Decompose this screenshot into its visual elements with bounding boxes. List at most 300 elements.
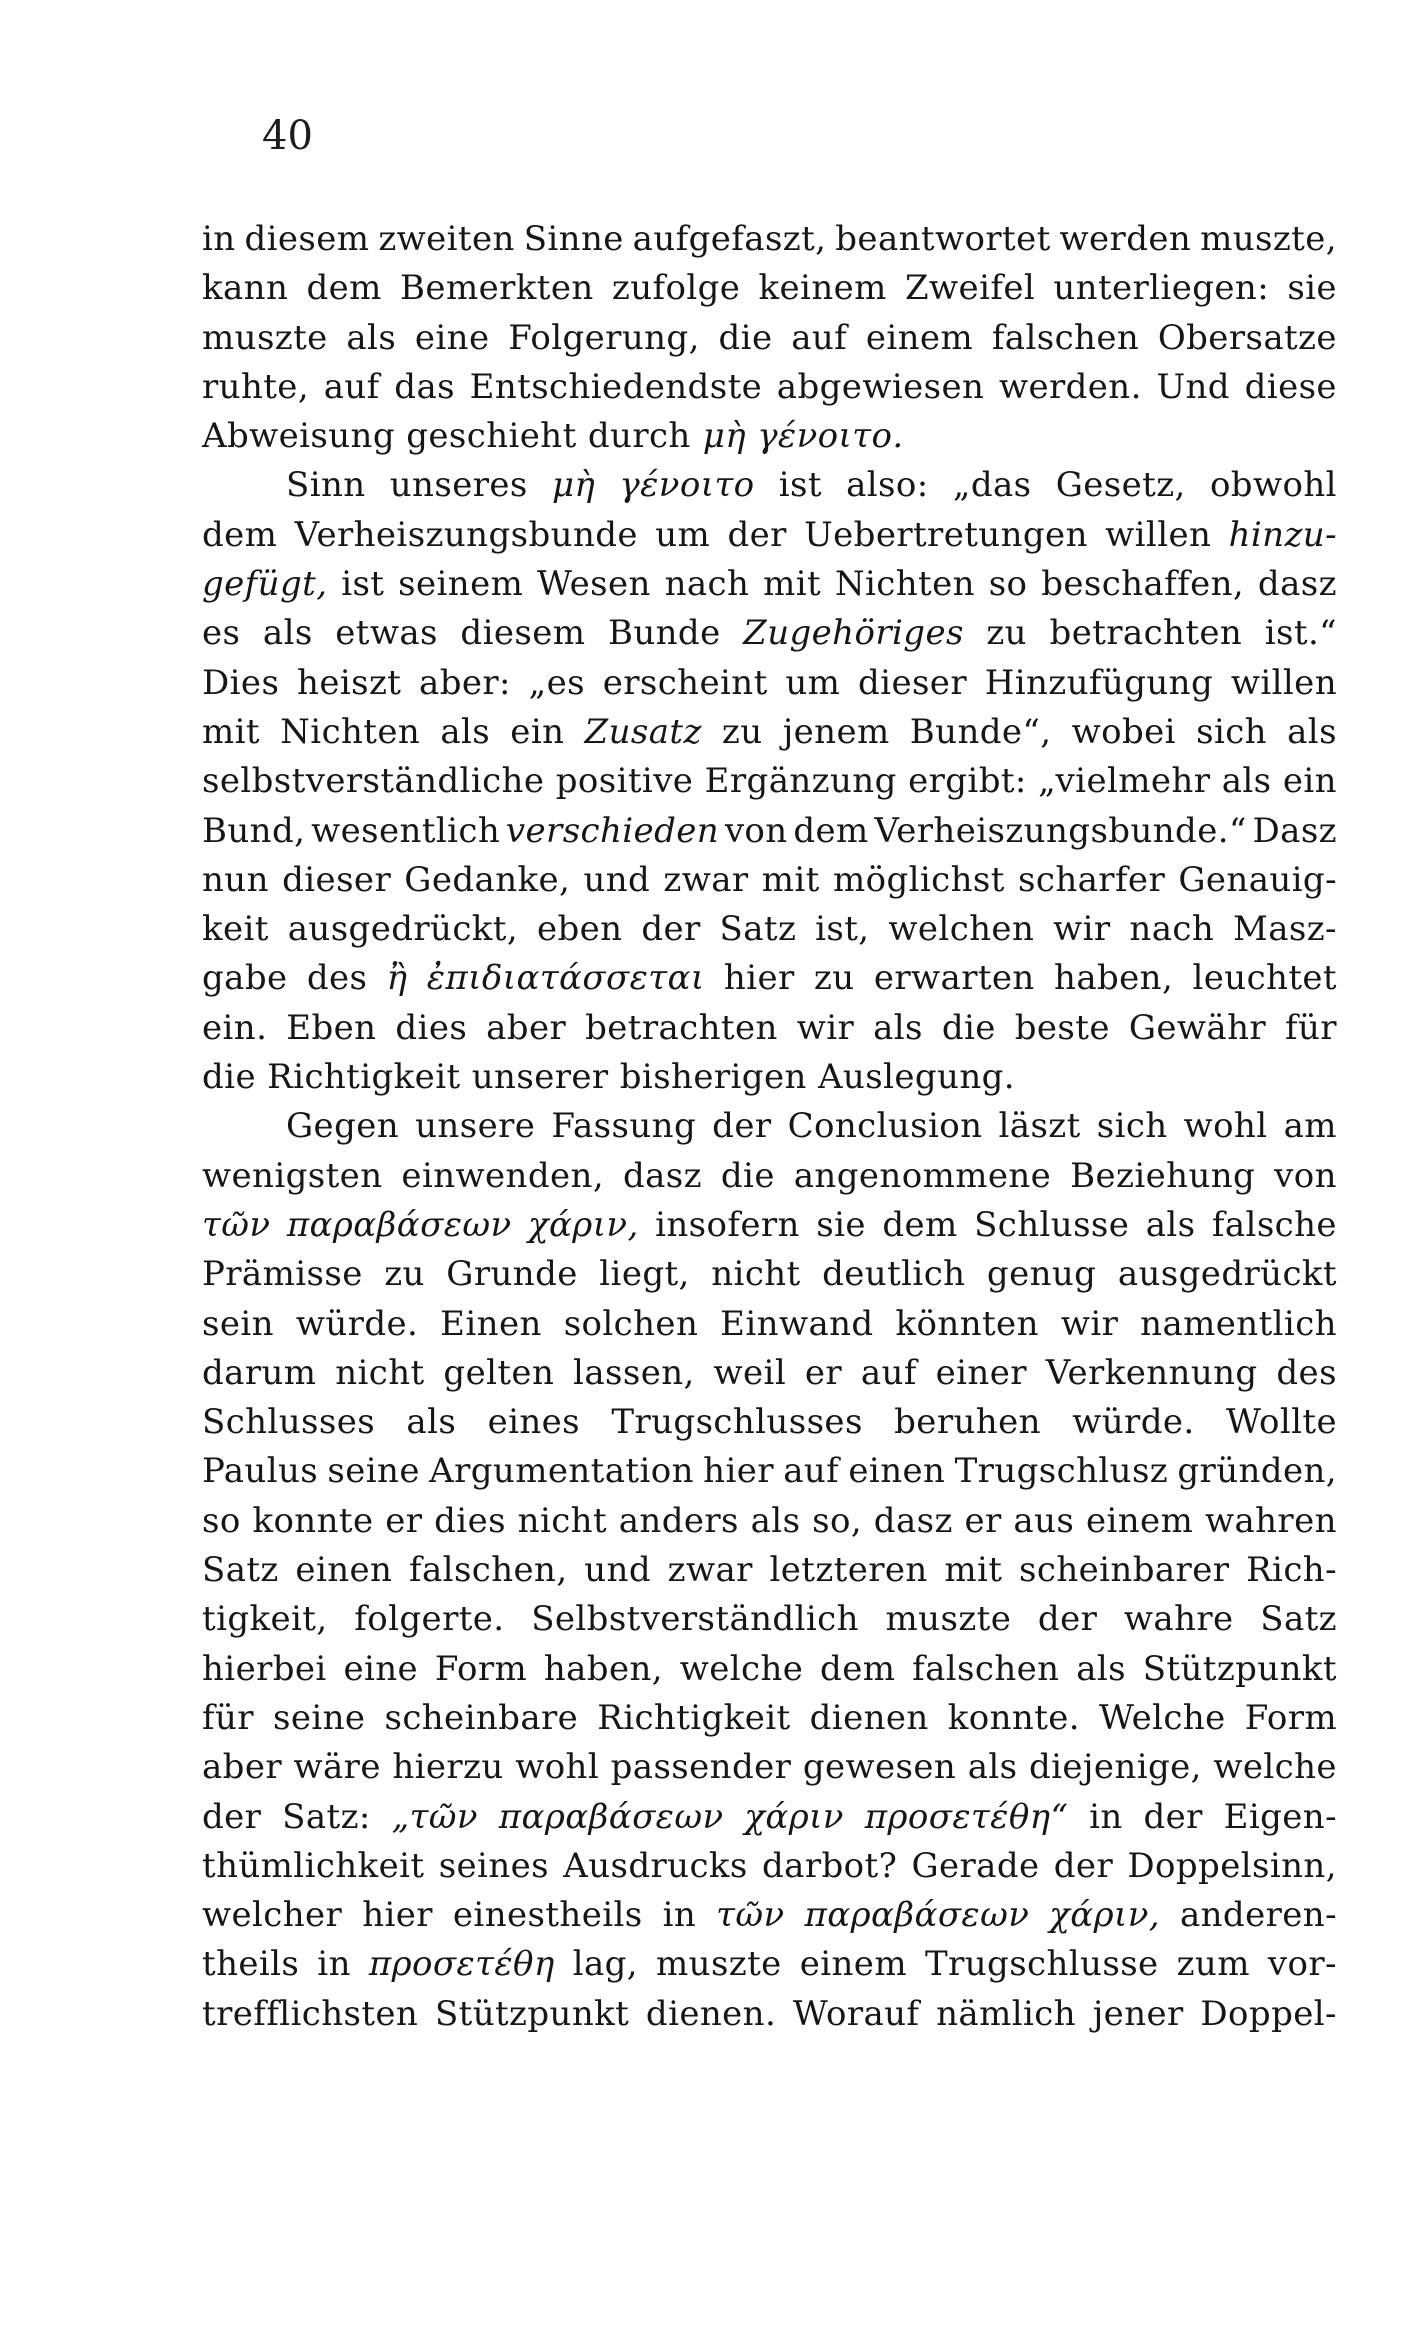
- word: der: [1053, 1845, 1114, 1886]
- word: einen: [848, 1451, 946, 1492]
- word: Gedanke,: [404, 859, 571, 900]
- word: Nichten: [280, 711, 421, 752]
- word: Und: [1156, 366, 1230, 407]
- italic-word: τῶν: [716, 1895, 785, 1936]
- word: beschaffen,: [1041, 564, 1245, 605]
- word: zwar: [667, 1550, 753, 1591]
- word: von: [1274, 1155, 1337, 1196]
- word: dieser: [282, 859, 392, 900]
- word: als: [346, 317, 397, 358]
- word: mit: [763, 564, 822, 605]
- word: weil: [713, 1352, 787, 1393]
- word: welcher: [202, 1895, 343, 1936]
- italic-word: gefügt,: [202, 564, 328, 605]
- word: um: [655, 514, 711, 555]
- italic-word: παραβάσεων: [286, 1204, 512, 1245]
- word: Fassung: [551, 1106, 697, 1147]
- word: der: [641, 909, 701, 950]
- word: willen: [1105, 514, 1212, 555]
- word: Bunde“,: [909, 711, 1052, 752]
- word: ruhte,: [202, 366, 310, 407]
- word: am: [1283, 1106, 1337, 1147]
- text-line: [202, 609, 1337, 658]
- word: letzteren: [769, 1550, 928, 1591]
- text-line: [202, 215, 1337, 264]
- word: werden: [1059, 219, 1192, 259]
- word: vor-: [1267, 1944, 1337, 1985]
- word: diesem: [244, 219, 370, 259]
- word: beste: [1014, 1007, 1110, 1048]
- text-line: [202, 1102, 1337, 1151]
- word: dasz: [873, 1500, 953, 1541]
- word: Einen: [440, 1303, 542, 1344]
- text-line: [202, 1053, 1337, 1102]
- word: nach: [1129, 909, 1215, 950]
- word: in: [317, 1944, 351, 1985]
- word: Satz: [202, 1550, 279, 1591]
- word: Masz-: [1232, 909, 1337, 950]
- body-text: [202, 215, 1337, 2039]
- word: Ausdrucks: [563, 1845, 748, 1886]
- word: Genauig-: [1178, 859, 1337, 900]
- word: Ergänzung: [704, 761, 897, 802]
- text-line: [202, 856, 1337, 905]
- word: in: [202, 219, 236, 259]
- text-line: [202, 511, 1337, 560]
- word: Trugschlusse: [925, 1944, 1159, 1985]
- word: dies: [395, 1007, 468, 1048]
- word: wesentlich: [311, 810, 501, 851]
- word: auf: [323, 366, 380, 407]
- word: Sinn: [286, 465, 366, 506]
- word: Entschiedendste: [469, 366, 763, 407]
- text-line: [202, 1694, 1337, 1743]
- word: seinem: [398, 564, 524, 605]
- word: nun: [202, 859, 269, 900]
- word: liegt,: [599, 1254, 690, 1295]
- text-line: [202, 757, 1337, 806]
- word: Dasz: [1252, 810, 1337, 851]
- word: Satz: [1260, 1599, 1337, 1640]
- text-line: [202, 1250, 1337, 1299]
- word: dem: [306, 268, 382, 309]
- word: als: [873, 1007, 923, 1048]
- text-segment: die Richtigkeit unserer bisherigen Auslegung.: [202, 1057, 1015, 1098]
- word: beruhen: [894, 1402, 1041, 1443]
- word: in: [662, 1895, 697, 1936]
- word: haben,: [543, 1648, 664, 1689]
- word: Prämisse: [202, 1254, 363, 1295]
- word: auf: [783, 1451, 840, 1492]
- word: lassen,: [573, 1352, 695, 1393]
- word: abgewiesen: [776, 366, 985, 407]
- word: und: [584, 1550, 651, 1591]
- italic-word: προσετέθη“: [864, 1796, 1069, 1837]
- text-line: [202, 1645, 1337, 1694]
- word: falschen: [991, 317, 1140, 358]
- word: zweiten: [378, 219, 515, 259]
- word: passender: [610, 1747, 792, 1788]
- italic-word: ἢ: [386, 958, 408, 999]
- word: jener: [1092, 1993, 1184, 2034]
- word: zu: [813, 958, 855, 999]
- word: aber: [486, 1007, 567, 1048]
- word: hierzu: [392, 1747, 504, 1788]
- word: ausgedrückt: [1117, 1254, 1337, 1295]
- word: unsere: [415, 1106, 536, 1147]
- word: sich: [1196, 711, 1267, 752]
- word: eine: [343, 1648, 419, 1689]
- word: einen: [295, 1550, 393, 1591]
- word: Bemerkten: [400, 268, 594, 309]
- word: als: [1287, 711, 1337, 752]
- text-line: [202, 1743, 1337, 1792]
- word: sein: [202, 1303, 274, 1344]
- word: wenigsten: [202, 1155, 383, 1196]
- word: erscheint: [602, 662, 768, 703]
- word: gelten: [443, 1352, 555, 1393]
- word: in: [1089, 1796, 1123, 1837]
- word: ist.“: [1264, 613, 1337, 654]
- text-line: [202, 314, 1337, 363]
- word: dem: [820, 1648, 896, 1689]
- word: ergibt:: [908, 761, 1027, 802]
- word: insofern: [655, 1204, 800, 1245]
- word: als: [1221, 761, 1272, 802]
- word: darum: [202, 1352, 317, 1393]
- word: ausgedrückt,: [287, 909, 519, 950]
- word: ist: [341, 564, 385, 605]
- word: falschen: [912, 1648, 1060, 1689]
- text-line: [202, 1300, 1337, 1349]
- text-line: [202, 1398, 1337, 1447]
- word: wobei: [1071, 711, 1176, 752]
- word: Form: [434, 1648, 528, 1689]
- text-line: [202, 1940, 1337, 1989]
- word: Schlusse: [974, 1204, 1130, 1245]
- word: positive: [555, 761, 694, 802]
- word: nach: [664, 564, 750, 605]
- italic-word: παραβάσεων: [498, 1796, 724, 1837]
- word: Hinzufügung: [984, 662, 1214, 703]
- word: werden.: [998, 366, 1142, 407]
- text-line: [202, 1152, 1337, 1201]
- word: obwohl: [1209, 465, 1337, 506]
- word: Welche: [1099, 1697, 1226, 1738]
- word: Trugschlusz: [954, 1451, 1169, 1492]
- word: dem: [793, 810, 869, 851]
- word: des: [306, 958, 368, 999]
- word: wir: [796, 1007, 855, 1048]
- italic-word: τῶν: [202, 1204, 271, 1245]
- text-line: [202, 1201, 1337, 1250]
- word: muszte: [202, 317, 328, 358]
- word: muszte: [656, 1944, 782, 1985]
- word: nämlich: [936, 1993, 1077, 2034]
- word: er: [964, 1500, 1002, 1541]
- word: Bunde: [607, 613, 721, 654]
- word: er: [804, 1352, 843, 1393]
- word: mit: [944, 1550, 1003, 1591]
- word: die: [718, 317, 773, 358]
- italic-word: χάριν,: [1049, 1895, 1160, 1936]
- word: Eben: [286, 1007, 377, 1048]
- word: dienen.: [645, 1993, 777, 2034]
- word: auf: [860, 1352, 917, 1393]
- word: diejenige,: [1028, 1747, 1202, 1788]
- word: muszte: [885, 1599, 1012, 1640]
- word: ein: [510, 711, 565, 752]
- word: Richtigkeit: [597, 1697, 791, 1738]
- word: „es: [528, 662, 586, 703]
- word: jenem: [782, 711, 890, 752]
- word: aber:: [419, 662, 511, 703]
- word: einem: [1085, 1500, 1194, 1541]
- word: Trugschlusses: [611, 1402, 863, 1443]
- word: zufolge: [611, 268, 741, 309]
- word: sie: [1287, 268, 1337, 309]
- word: wohl: [1183, 1106, 1268, 1147]
- italic-word: χάριν,: [527, 1204, 639, 1245]
- word: nicht: [711, 1254, 801, 1295]
- word: Sinne: [523, 219, 624, 259]
- word: tigkeit,: [202, 1599, 328, 1640]
- word: nicht: [517, 1500, 608, 1541]
- word: Eigen-: [1223, 1796, 1337, 1837]
- word: und: [583, 859, 651, 900]
- word: dieser: [858, 662, 967, 703]
- italic-word: verschieden: [505, 810, 720, 851]
- word: thümlichkeit: [202, 1845, 425, 1886]
- word: nicht: [335, 1352, 425, 1393]
- word: Doppel-: [1200, 1993, 1337, 2034]
- word: mit: [202, 711, 260, 752]
- word: aus: [1013, 1500, 1075, 1541]
- word: Folgerung,: [508, 317, 700, 358]
- word: als: [440, 711, 491, 752]
- word: der: [727, 514, 787, 555]
- word: dem: [882, 1204, 958, 1245]
- word: der: [1143, 1796, 1203, 1837]
- text-line: [202, 1004, 1337, 1053]
- italic-word: Zugehöriges: [743, 613, 964, 654]
- word: eben: [536, 909, 623, 950]
- word: falschen,: [409, 1550, 568, 1591]
- word: ist,: [815, 909, 870, 950]
- italic-word: παραβάσεων: [804, 1895, 1030, 1936]
- word: keit: [202, 909, 269, 950]
- italic-word: ἐπιδιατάσσεται: [426, 958, 705, 999]
- text-segment: Abweisung geschieht durch: [202, 416, 691, 457]
- text-line: [202, 1842, 1337, 1891]
- word: angenommene: [793, 1155, 1052, 1196]
- word: Gerade: [911, 1845, 1040, 1886]
- word: ist: [778, 465, 822, 506]
- word: wäre: [293, 1747, 381, 1788]
- word: konnte: [252, 1500, 374, 1541]
- word: auf: [791, 317, 848, 358]
- word: hierbei: [202, 1648, 327, 1689]
- word: Rich-: [1246, 1550, 1337, 1591]
- word: um: [785, 662, 841, 703]
- word: willen: [1230, 662, 1337, 703]
- word: Verheiszungsbunde.“: [874, 810, 1247, 851]
- word: selbstverständliche: [202, 761, 545, 802]
- word: als: [750, 1500, 801, 1541]
- text-line: [202, 659, 1337, 708]
- text-line: [202, 954, 1337, 1003]
- word: Uebertretungen: [804, 514, 1088, 555]
- text-line: [202, 1595, 1337, 1644]
- word: beantwortet: [835, 219, 1051, 259]
- text-line: [202, 1546, 1337, 1595]
- word: so: [202, 1500, 241, 1541]
- word: seine: [327, 1451, 420, 1492]
- word: wahren: [1204, 1500, 1337, 1541]
- text-line: [202, 1990, 1337, 2039]
- word: diese: [1244, 366, 1337, 407]
- word: eines: [487, 1402, 581, 1443]
- italic-word: „τῶν: [391, 1796, 478, 1837]
- text-line: [202, 412, 1337, 461]
- word: wir: [1053, 909, 1111, 950]
- word: als: [967, 1747, 1018, 1788]
- word: zu: [721, 711, 763, 752]
- word: einestheils: [452, 1895, 643, 1936]
- page-number: 40: [262, 113, 313, 159]
- word: Gewähr: [1128, 1007, 1267, 1048]
- word: Schlusses: [202, 1402, 376, 1443]
- word: läszt: [998, 1106, 1081, 1147]
- word: dienen: [809, 1697, 929, 1738]
- text-line: [202, 1891, 1337, 1940]
- word: Obersatze: [1157, 317, 1337, 358]
- word: diesem: [460, 613, 586, 654]
- word: als: [1145, 1204, 1196, 1245]
- text-line: [202, 708, 1337, 757]
- word: Satz:: [282, 1796, 371, 1837]
- word: als: [262, 613, 313, 654]
- word: aber: [202, 1747, 283, 1788]
- word: scharfer: [1018, 859, 1166, 900]
- word: hier: [362, 1895, 433, 1936]
- word: einem: [799, 1944, 907, 1985]
- word: Paulus: [202, 1451, 319, 1492]
- word: sie: [816, 1204, 866, 1245]
- word: etwas: [335, 613, 438, 654]
- word: hier: [723, 958, 795, 999]
- word: also:: [846, 465, 929, 506]
- word: muszte,: [1200, 219, 1337, 259]
- word: einwenden,: [401, 1155, 605, 1196]
- word: dasz: [622, 1155, 702, 1196]
- word: Conclusion: [787, 1106, 983, 1147]
- word: das: [394, 366, 455, 407]
- word: die: [720, 1155, 775, 1196]
- word: dem: [202, 514, 278, 555]
- text-line: [202, 363, 1337, 412]
- word: seines: [438, 1845, 549, 1886]
- word: solchen: [563, 1303, 699, 1344]
- word: würde.: [1072, 1402, 1195, 1443]
- word: Dies: [202, 662, 280, 703]
- word: Gegen: [286, 1106, 400, 1147]
- word: für: [202, 1697, 254, 1738]
- word: es: [202, 613, 241, 654]
- word: Doppelsinn,: [1127, 1845, 1337, 1886]
- word: anders: [618, 1500, 739, 1541]
- word: Nichten: [834, 564, 975, 605]
- word: Verkennung: [1045, 1352, 1258, 1393]
- word: Verheiszungsbunde: [294, 514, 638, 555]
- word: welche: [679, 1648, 804, 1689]
- word: gewesen: [802, 1747, 957, 1788]
- word: gründen,: [1177, 1451, 1337, 1492]
- text-line: [202, 461, 1337, 510]
- word: zu: [384, 1254, 425, 1295]
- word: trefflichsten: [202, 1993, 419, 2034]
- word: er: [385, 1500, 423, 1541]
- italic-word: προσετέθη: [368, 1944, 555, 1985]
- text-line: [202, 264, 1337, 313]
- word: eine: [414, 317, 490, 358]
- word: sich: [1096, 1106, 1168, 1147]
- word: für: [1284, 1007, 1337, 1048]
- word: keinem: [758, 268, 887, 309]
- word: welche: [1213, 1747, 1337, 1788]
- word: „vielmehr: [1038, 761, 1211, 802]
- word: würde.: [295, 1303, 419, 1344]
- word: konnte.: [947, 1697, 1080, 1738]
- word: hier: [703, 1451, 774, 1492]
- word: wohl: [515, 1747, 600, 1788]
- word: als: [1076, 1648, 1126, 1689]
- word: erwarten: [873, 958, 1035, 999]
- word: darbot?: [761, 1845, 898, 1886]
- word: namentlich: [1140, 1303, 1337, 1344]
- word: die: [941, 1007, 996, 1048]
- word: könnten: [895, 1303, 1039, 1344]
- text-line: [202, 1349, 1337, 1398]
- word: zum: [1176, 1944, 1250, 1985]
- word: Form: [1244, 1697, 1337, 1738]
- word: folgerte.: [354, 1599, 505, 1640]
- word: wahre: [1123, 1599, 1234, 1640]
- word: welchen: [888, 909, 1035, 950]
- word: unterliegen:: [1053, 268, 1270, 309]
- word: scheinbarer: [1019, 1550, 1230, 1591]
- text-line: [202, 1793, 1337, 1842]
- word: so,: [812, 1500, 863, 1541]
- word: genug: [986, 1254, 1097, 1295]
- word: als: [406, 1402, 457, 1443]
- text-line: [202, 905, 1337, 954]
- word: Argumentation: [429, 1451, 694, 1492]
- word: Wesen: [537, 564, 651, 605]
- word: theils: [202, 1944, 300, 1985]
- word: der: [1037, 1599, 1098, 1640]
- word: der: [712, 1106, 772, 1147]
- italic-word: hinzu-: [1228, 514, 1337, 555]
- word: Grunde: [446, 1254, 578, 1295]
- word: so: [988, 564, 1028, 605]
- word: seine: [272, 1697, 366, 1738]
- word: Gesetz,: [1055, 465, 1186, 506]
- text-line: [202, 807, 1337, 856]
- word: leuchtet: [1192, 958, 1337, 999]
- word: heiszt: [297, 662, 402, 703]
- italic-word: χάριν: [744, 1796, 844, 1837]
